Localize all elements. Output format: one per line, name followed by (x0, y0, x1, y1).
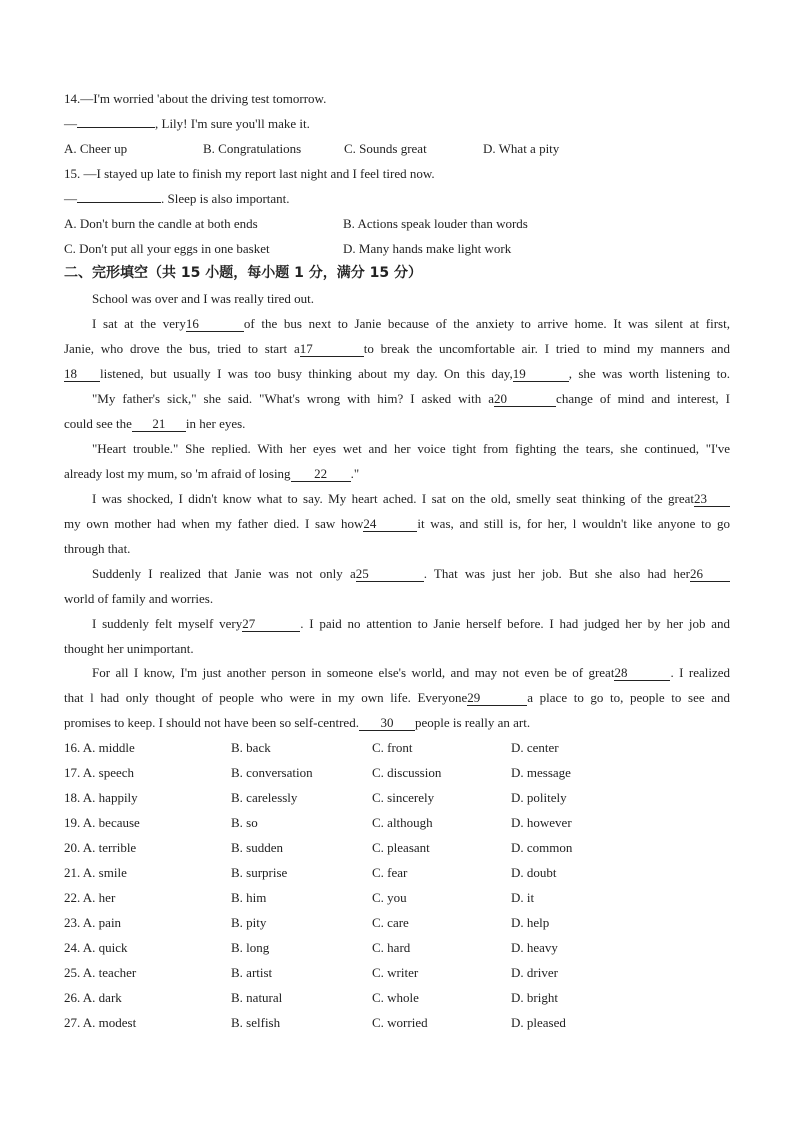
option-b: B. natural (231, 990, 283, 1005)
question-15-stem (64, 165, 730, 183)
text: . That was just her job. But she also had her (423, 566, 690, 581)
text: "My father's sick," she said. "What's wrong with him? I asked with a (92, 391, 495, 406)
passage-line (92, 315, 730, 333)
option-b: B. surprise (231, 865, 288, 880)
passage-line (64, 515, 730, 533)
question-number: 15. (64, 166, 81, 181)
passage-line: "Heart trouble." She replied. With her eyes wet and her voice tight from fighting the tears, she continued, "I've (92, 441, 730, 456)
blank-26: 26 (690, 566, 730, 582)
option-c: C. front (372, 740, 413, 755)
option-a: 19. A. because (64, 815, 140, 830)
option-d: D. Many hands make light work (343, 241, 512, 256)
passage-line (92, 664, 730, 682)
text: that l had only thought of people who were in my own life. Everyone (64, 690, 468, 705)
option-b: B. artist (231, 965, 273, 980)
option-c: C. pleasant (372, 840, 430, 855)
blank-23: 23 (694, 491, 730, 507)
option-d: D. it (511, 890, 535, 905)
text: my own mother had when my father died. I saw how (64, 516, 364, 531)
passage-line: world of family and worries. (64, 591, 214, 606)
text: For all I know, I'm just another person in someone else's world, and may not even be of great (92, 665, 615, 680)
text: promises to keep. I should not have been so self-centred. (64, 715, 359, 730)
option-a: 25. A. teacher (64, 965, 137, 980)
passage-line (64, 714, 730, 732)
question-number: 14. (64, 91, 81, 106)
passage-line (92, 490, 730, 508)
option-a: 16. A. middle (64, 740, 135, 755)
option-c: C. you (372, 890, 407, 905)
option-c: C. Sounds great (344, 141, 427, 156)
option-d: D. driver (511, 965, 558, 980)
passage-line: School was over and I was really tired out. (92, 291, 315, 306)
text: people is really an art. (414, 715, 531, 730)
text: of the bus next to Janie because of the anxiety to arrive home. It was silent at first, (243, 316, 730, 331)
blank-25: 25 (356, 566, 424, 582)
text: already lost my mum, so 'm afraid of losing (64, 466, 291, 481)
option-a: 21. A. smile (64, 865, 127, 880)
blank-18: 18 (64, 366, 100, 382)
text: could see the (64, 416, 132, 431)
blank-19: 19 (513, 366, 569, 382)
option-d: D. What a pity (483, 141, 560, 156)
blank-21: 21 (132, 416, 186, 432)
option-c: C. worried (372, 1015, 428, 1030)
option-a: 22. A. her (64, 890, 116, 905)
option-c: C. fear (372, 865, 408, 880)
passage-line (92, 565, 730, 583)
passage-line (64, 340, 730, 358)
blank-22: 22 (291, 466, 351, 482)
passage-line (92, 615, 730, 633)
blank-29: 29 (467, 690, 527, 706)
dash: — (64, 116, 77, 131)
option-a: 26. A. dark (64, 990, 122, 1005)
text: Suddenly I realized that Janie was not only a (92, 566, 356, 581)
blank-16: 16 (186, 316, 244, 332)
option-c: C. discussion (372, 765, 442, 780)
option-b: B. long (231, 940, 270, 955)
reply-text: , Lily! I'm sure you'll make it. (155, 116, 310, 131)
option-a: 20. A. terrible (64, 840, 137, 855)
blank-27: 27 (242, 616, 300, 632)
text: a place to go to, people to see and (527, 690, 730, 705)
option-a: A. Don't burn the candle at both ends (64, 216, 258, 231)
option-a: A. Cheer up (64, 141, 128, 156)
option-a: 18. A. happily (64, 790, 138, 805)
answer-blank (77, 202, 161, 203)
blank-24: 24 (363, 516, 417, 532)
option-b: B. sudden (231, 840, 283, 855)
option-d: D. pleased (511, 1015, 566, 1030)
text: it was, and still is, for her, l wouldn't like anyone to go (417, 516, 730, 531)
blank-20: 20 (494, 391, 556, 407)
question-15-reply (64, 190, 730, 208)
text: Janie, who drove the bus, tried to start a (64, 341, 300, 356)
question-text: —I'm worried 'about the driving test tomorrow. (80, 91, 327, 106)
blank-17: 17 (300, 341, 364, 357)
option-b: B. carelessly (231, 790, 298, 805)
option-c: C. writer (372, 965, 419, 980)
text: in her eyes. (185, 416, 246, 431)
option-d: D. bright (511, 990, 558, 1005)
option-a: 23. A. pain (64, 915, 122, 930)
text: ." (350, 466, 360, 481)
text: listened, but usually I was too busy thinking about my day. On this day, (100, 366, 513, 381)
option-a: 17. A. speech (64, 765, 135, 780)
option-b: B. pity (231, 915, 267, 930)
text: . I realized (670, 665, 730, 680)
option-d: D. center (511, 740, 559, 755)
passage-line: through that. (64, 541, 131, 556)
option-b: B. Congratulations (203, 141, 302, 156)
option-c: C. Don't put all your eggs in one basket (64, 241, 270, 256)
text: I suddenly felt myself very (92, 616, 243, 631)
dash: — (64, 191, 77, 206)
option-d: D. heavy (511, 940, 558, 955)
option-b: B. selfish (231, 1015, 281, 1030)
blank-30: 30 (359, 715, 415, 731)
passage-line (64, 415, 730, 433)
question-text: —I stayed up late to finish my report last night and I feel tired now. (80, 166, 435, 181)
option-c: C. sincerely (372, 790, 435, 805)
option-c: C. whole (372, 990, 419, 1005)
option-c: C. care (372, 915, 409, 930)
option-b: B. Actions speak louder than words (343, 216, 528, 231)
option-d: D. common (511, 840, 573, 855)
text: . I paid no attention to Janie herself before. I had judged her by her job and (300, 616, 730, 631)
question-14-stem (64, 90, 730, 108)
blank-28: 28 (614, 665, 670, 681)
option-a: 24. A. quick (64, 940, 128, 955)
text: change of mind and interest, I (556, 391, 730, 406)
option-b: B. back (231, 740, 271, 755)
option-b: B. him (231, 890, 267, 905)
option-d: D. politely (511, 790, 567, 805)
text: , she was worth listening to. (568, 366, 730, 381)
text: I was shocked, I didn't know what to say. My heart ached. I sat on the old, smelly seat thinking of the great (92, 491, 694, 506)
section-title: 二、完形填空（共 15 小题，每小题 1 分，满分 15 分） (64, 265, 422, 281)
passage-line (92, 390, 730, 408)
option-d: D. doubt (511, 865, 557, 880)
option-a: 27. A. modest (64, 1015, 137, 1030)
passage-line: thought her unimportant. (64, 641, 194, 656)
text: I sat at the very (92, 316, 186, 331)
question-14-reply (64, 115, 730, 133)
passage-line (64, 465, 730, 483)
option-d: D. help (511, 915, 550, 930)
passage-line (64, 689, 730, 707)
option-b: B. so (231, 815, 258, 830)
passage-line (64, 365, 730, 383)
answer-blank (77, 127, 155, 128)
option-b: B. conversation (231, 765, 313, 780)
text: to break the uncomfortable air. I tried to mind my manners and (363, 341, 730, 356)
reply-text: . Sleep is also important. (161, 191, 290, 206)
option-d: D. however (511, 815, 572, 830)
option-c: C. hard (372, 940, 411, 955)
option-d: D. message (511, 765, 571, 780)
option-c: C. although (372, 815, 433, 830)
